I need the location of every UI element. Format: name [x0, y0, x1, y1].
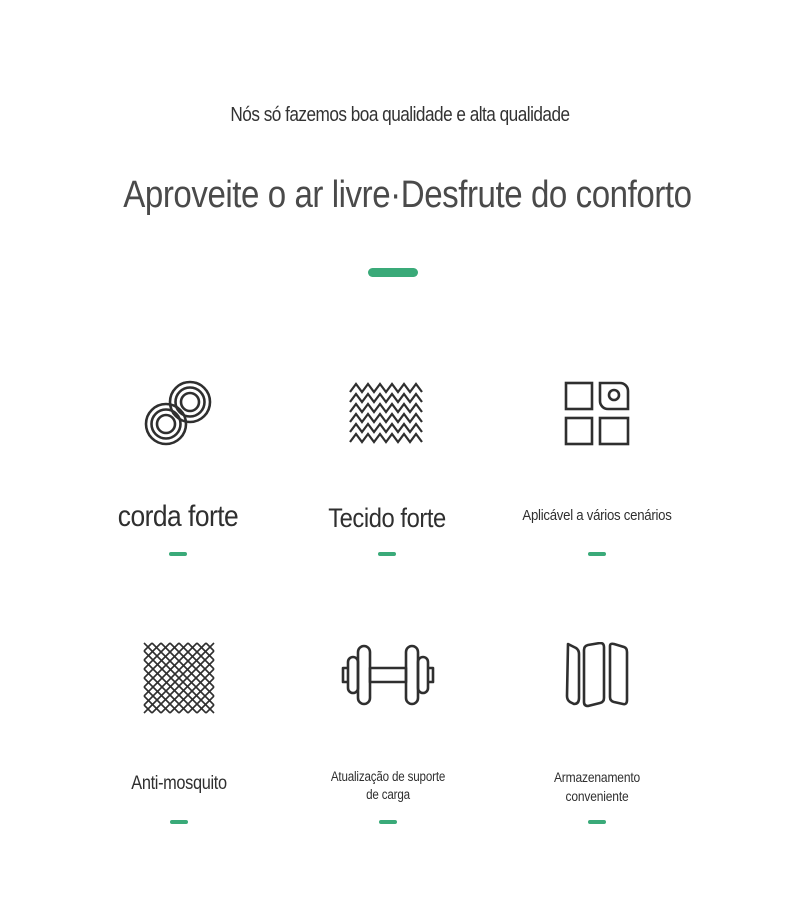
feature-convenient-storage — [497, 632, 697, 852]
feature-multiple-scenarios — [497, 370, 697, 590]
app-grid-icon — [564, 381, 630, 447]
feature-label: Anti-mosquito — [131, 773, 227, 794]
feature-accent-dash — [170, 820, 188, 824]
feature-strong-rope — [78, 370, 278, 590]
section-subtitle: Nós só fazemos boa qualidade e alta qualidade — [230, 104, 570, 126]
feature-accent-dash — [169, 552, 187, 556]
feature-anti-mosquito — [79, 632, 279, 852]
woven-fabric-icon — [348, 382, 426, 446]
feature-label: Tecido forte — [328, 503, 446, 533]
feature-accent-dash — [588, 820, 606, 824]
rope-icon — [144, 380, 212, 448]
mesh-net-icon — [143, 642, 215, 714]
section-title: Aproveite o ar livre·Desfrute do conforto — [123, 174, 692, 216]
feature-label: corda forte — [117, 500, 239, 533]
feature-label: Armazenamento conveniente — [553, 769, 641, 804]
feature-accent-dash — [379, 820, 397, 824]
feature-label: Aplicável a vários cenários — [522, 507, 672, 524]
dumbbell-icon — [340, 644, 436, 706]
title-accent-bar — [368, 268, 418, 277]
feature-accent-dash — [378, 552, 396, 556]
feature-strong-fabric — [287, 370, 487, 590]
feature-accent-dash — [588, 552, 606, 556]
feature-load-support — [288, 632, 488, 852]
folded-panels-icon — [564, 642, 630, 708]
feature-label: Atualização de suporte de carga — [330, 769, 446, 802]
